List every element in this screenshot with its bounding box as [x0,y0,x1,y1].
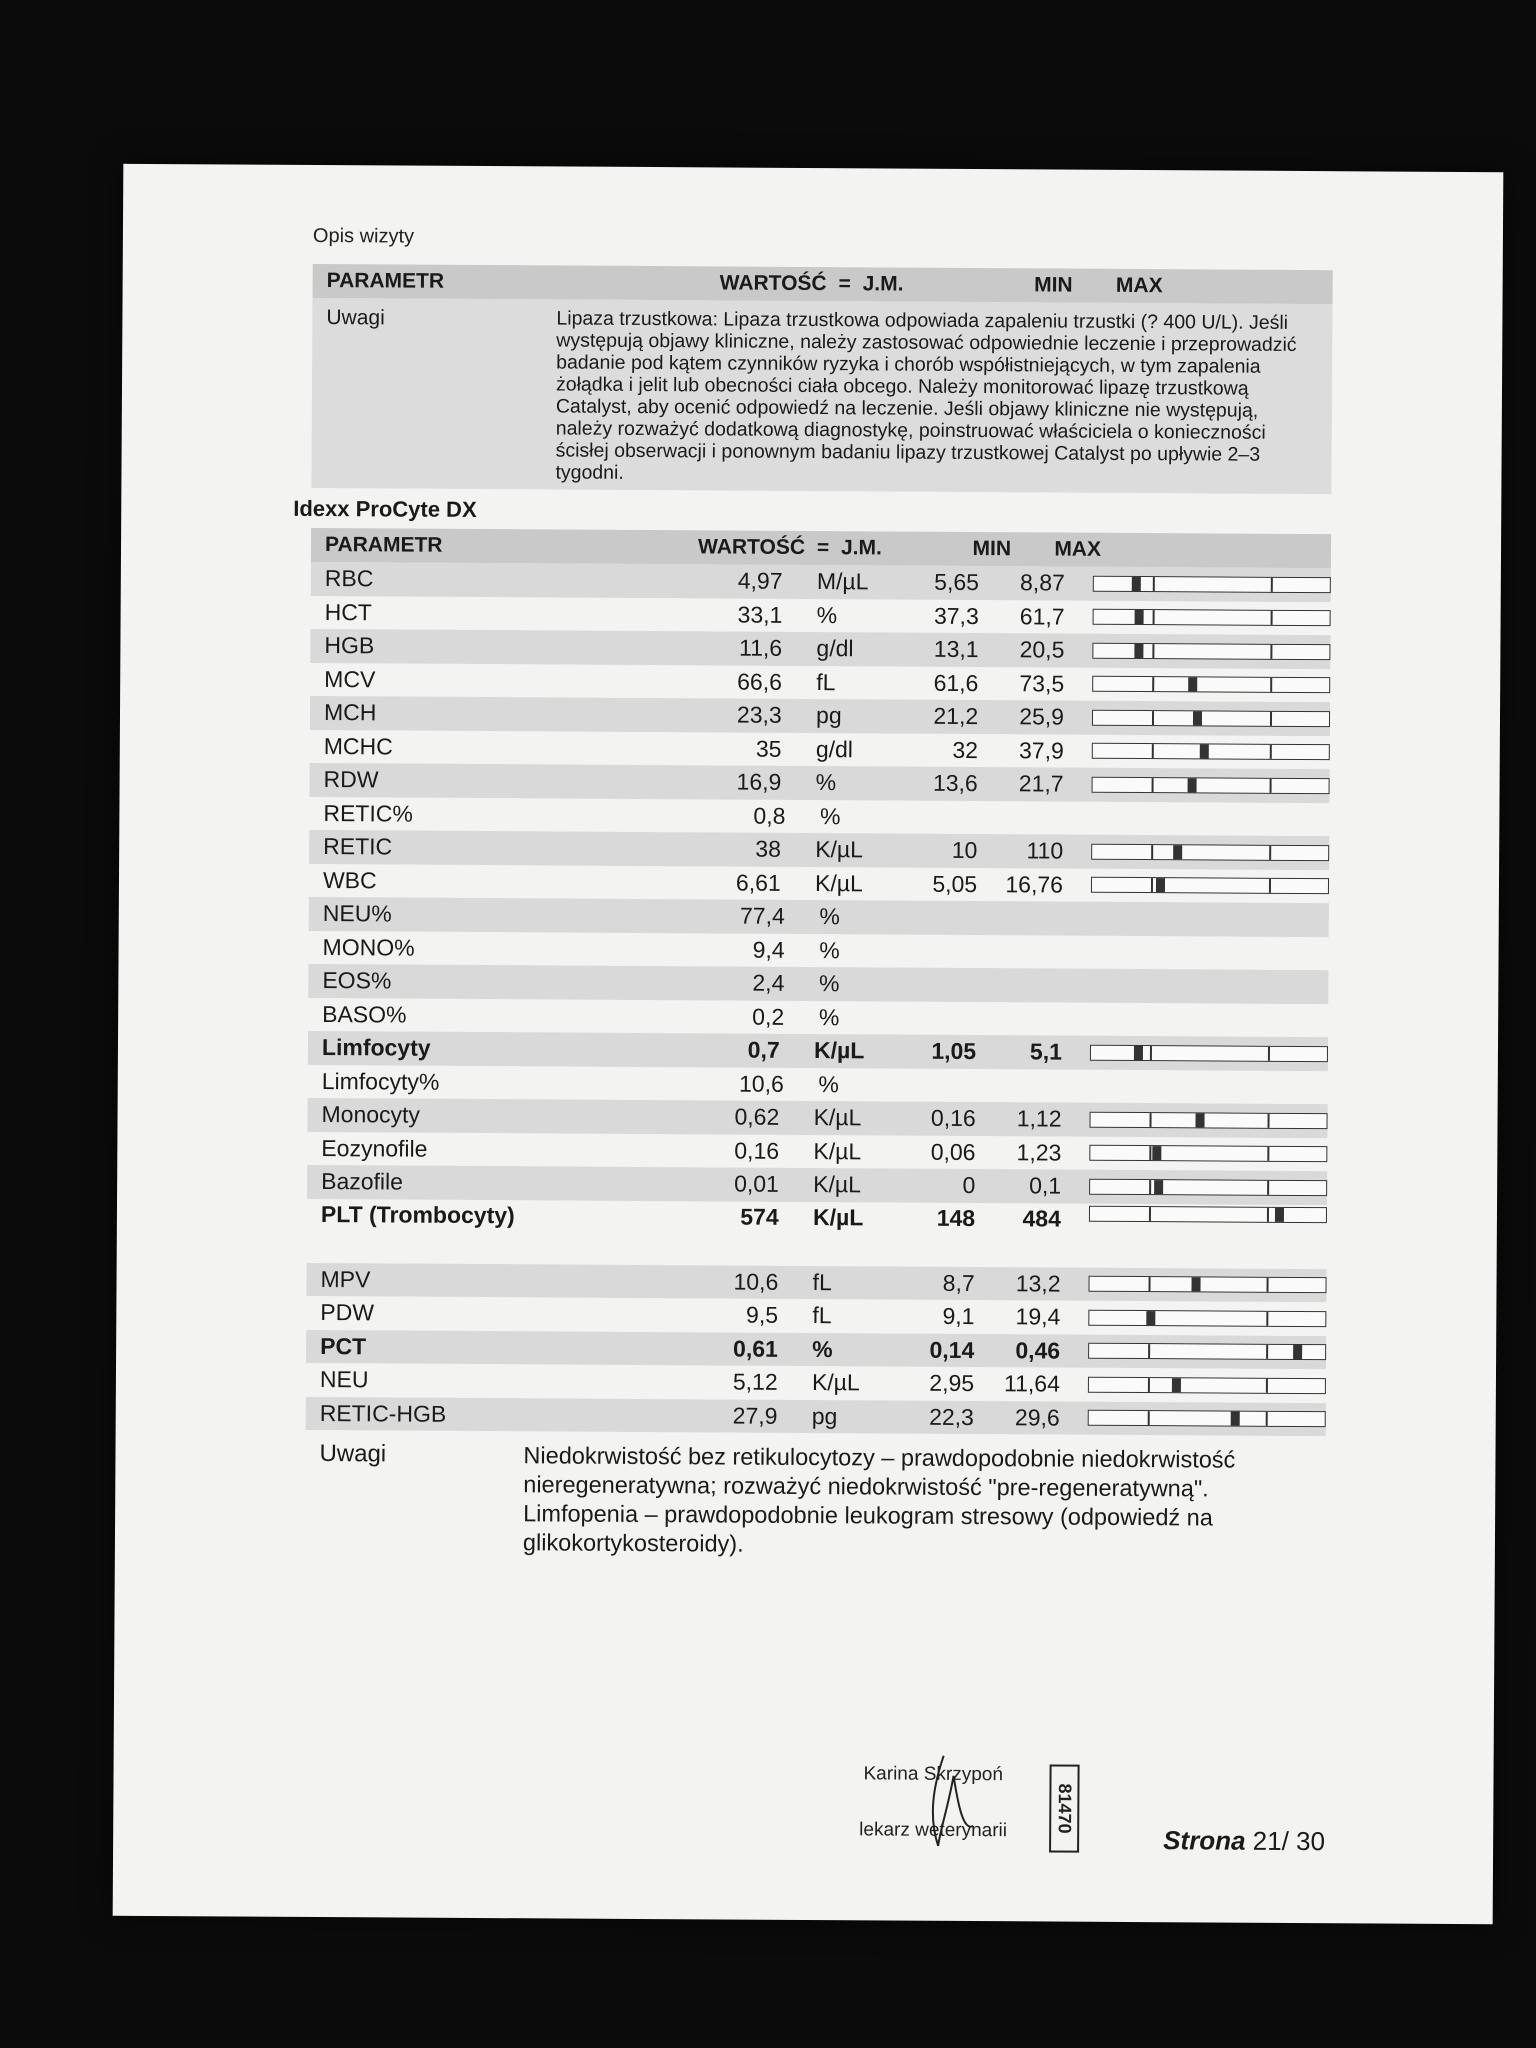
range-bar-cell [1092,709,1330,726]
range-bar-cell [1088,1343,1326,1360]
header-eq: = [838,272,851,296]
min-cell: 1,05 [931,1038,977,1065]
param-cell: HGB [324,632,375,659]
range-bar [1088,1376,1326,1393]
range-bar-tick [1151,878,1153,892]
param-cell: PLT (Trombocyty) [320,1200,515,1228]
max-cell [983,951,1070,952]
lipase-notes-row [311,298,1332,494]
value-cell: 33,1 [737,601,783,628]
max-cell: 13,2 [1015,1270,1061,1297]
range-bar-tick [1266,1278,1268,1292]
range-bar-tick [1268,1047,1270,1061]
min-cell: 5,05 [932,870,978,897]
value-cell: 574 [740,1203,779,1230]
range-bar-cell [1098,919,1329,920]
range-bar [1093,575,1331,592]
range-bar-cell [1089,1145,1327,1162]
range-bar-tick [1148,1344,1150,1358]
value-cell: 11,6 [739,634,783,662]
header-param: PARAMETR [324,533,443,557]
range-bar-cell [1097,986,1328,987]
unit-cell: % [818,970,840,997]
range-bar [1088,1343,1326,1360]
range-bar-cell [1092,776,1330,793]
param-cell: Eozynofile [321,1134,428,1162]
max-cell [984,817,1071,818]
max-cell: 0,46 [1015,1337,1061,1364]
range-bar-tick [1267,1207,1269,1221]
param-cell: NEU% [322,900,392,927]
min-cell: 61,6 [933,669,979,696]
value-cell: 6,61 [735,869,781,896]
range-bar [1092,776,1330,793]
range-bar-marker [1188,778,1197,792]
range-bar-cell [1092,743,1330,760]
range-bar [1089,1145,1327,1162]
range-bar-cell [1092,642,1330,659]
header-min: MIN [972,536,1012,561]
value-cell: 38 [755,835,782,863]
page-count: 21/ 30 [1252,1825,1326,1857]
vet-role: lekarz weterynarii [859,1819,1008,1842]
range-bar-marker [1132,577,1141,591]
range-bar-tick [1267,1147,1269,1161]
value-cell: 0,61 [733,1335,778,1362]
header-max: MAX [1054,537,1102,561]
value-cell: 0,01 [734,1170,779,1198]
range-bar-cell [1089,1178,1327,1195]
value-cell: 0,7 [747,1036,780,1064]
value-cell: 0,62 [734,1103,780,1131]
unit-cell: K/µL [813,1171,862,1198]
range-bar-tick [1153,577,1155,591]
range-bar [1088,1309,1326,1326]
range-bar-cell [1098,818,1329,819]
range-bar-tick [1149,1180,1151,1194]
max-cell: 37,9 [1018,737,1064,764]
license-stamp [1049,1764,1080,1852]
range-bar-marker [1188,678,1197,692]
range-bar-cell [1097,1019,1328,1020]
unit-cell: K/µL [813,1137,862,1165]
value-cell: 10,6 [738,1070,784,1097]
range-bar-marker [1156,878,1165,892]
unit-cell: % [820,802,841,829]
range-bar-cell [1091,877,1329,894]
range-bar-tick [1267,1181,1269,1195]
param-cell: EOS% [322,967,392,994]
range-bar-cell [1088,1410,1326,1427]
value-cell: 0,16 [734,1137,780,1164]
value-cell: 35 [755,735,782,762]
notes-label: Uwagi [319,1440,387,1468]
range-bar-marker [1195,1113,1204,1127]
notes-text: Niedokrwistość bez retikulocytozy – prawdopodobnie niedokrwistość nieregeneratywna; rozważyć niedokrwistość "pre-regeneratywną". Limfopenia – prawdopodobnie leukogram stresowy (odpowiedź na glikokortykosteroidy). [522,1442,1236,1557]
value-cell: 0,2 [752,1003,785,1030]
param-cell: PCT [320,1332,367,1360]
range-bar-tick [1153,610,1155,624]
param-cell: RETIC-HGB [319,1399,447,1427]
visit-title: Opis wizyty [312,224,415,248]
range-bar-cell [1092,676,1330,693]
range-bar-marker [1192,1278,1201,1292]
max-cell: 19,4 [1015,1303,1061,1330]
range-bar [1092,676,1330,693]
min-cell: 0 [962,1172,976,1199]
page-label: Strona [1163,1825,1246,1856]
range-bar-marker [1134,610,1143,624]
footer [303,1750,1324,1896]
header-param: PARAMETR [326,269,445,293]
max-cell [982,1085,1069,1086]
max-cell: 5,1 [1029,1038,1063,1065]
unit-cell: pg [811,1402,838,1429]
param-cell: MCHC [323,732,393,760]
range-bar-marker [1155,1180,1164,1194]
range-bar-tick [1271,578,1273,592]
min-cell: 148 [936,1204,976,1231]
range-bar-tick [1152,778,1154,792]
range-bar-marker [1200,745,1209,759]
min-cell: 0,14 [929,1336,975,1363]
range-bar-cell [1088,1309,1326,1326]
max-cell: 25,9 [1019,703,1065,730]
min-cell: 13,1 [933,636,979,663]
max-cell: 1,12 [1016,1105,1062,1132]
range-bar-tick [1270,678,1272,692]
param-cell: Bazofile [321,1168,404,1195]
range-bar [1092,642,1330,659]
unit-cell: K/µL [812,1203,864,1230]
range-bar-tick [1267,1114,1269,1128]
param-cell: MPV [320,1265,371,1293]
range-bar-marker [1293,1345,1302,1359]
range-bar-marker [1275,1207,1284,1221]
range-bar-cell [1090,1044,1328,1061]
min-cell: 37,3 [933,602,979,629]
unit-cell: % [812,1335,833,1362]
value-cell: 0,8 [753,802,786,829]
range-bar-cell [1088,1276,1326,1293]
unit-cell: fL [812,1302,832,1329]
header-unit: J.M. [862,272,904,296]
range-bar-tick [1266,1379,1268,1393]
param-cell: RBC [324,565,374,592]
range-bar-marker [1152,1146,1161,1160]
paper-sheet [113,164,1504,1924]
value-cell: 2,4 [752,969,785,997]
range-bar-tick [1149,1146,1151,1160]
notes-label: Uwagi [326,306,385,330]
range-bar [1092,709,1330,726]
max-cell: 484 [1022,1204,1062,1232]
range-bar-cell [1089,1111,1327,1128]
min-cell: 8,7 [942,1269,975,1296]
min-cell: 0,06 [930,1138,976,1165]
range-bar-tick [1148,1277,1150,1291]
range-bar-tick [1266,1345,1268,1359]
range-bar [1089,1178,1327,1195]
unit-cell: fL [816,668,836,695]
range-bar-tick [1148,1378,1150,1392]
stamp-number: 81470 [1054,1783,1075,1834]
signature-scribble-icon [913,1746,984,1856]
range-bar-marker [1193,711,1202,725]
unit-cell: K/µL [811,1369,860,1396]
range-bar-tick [1270,779,1272,793]
range-bar-tick [1266,1312,1268,1326]
value-cell: 5,12 [732,1368,778,1396]
max-cell: 29,6 [1014,1404,1060,1431]
value-cell: 77,4 [739,902,785,930]
range-bar-tick [1151,845,1153,859]
range-bar-tick [1270,645,1272,659]
header-eq: = [816,536,830,560]
param-cell: Monocyty [321,1101,421,1128]
unit-cell: % [819,936,840,963]
unit-cell: fL [812,1268,832,1295]
range-bar-tick [1148,1411,1150,1425]
value-cell: 23,3 [736,701,782,729]
unit-cell: % [818,1070,839,1097]
range-bar-tick [1150,1113,1152,1127]
value-cell: 10,6 [733,1268,779,1295]
unit-cell: M/µL [816,568,869,595]
range-bar-tick [1152,711,1154,725]
range-bar-tick [1269,879,1271,893]
range-bar [1091,877,1329,894]
range-bar-marker [1147,1311,1156,1325]
range-bar-marker [1173,845,1182,859]
unit-cell: % [816,601,838,628]
unit-cell: K/µL [814,869,863,897]
range-bar-tick [1269,846,1271,860]
range-bar [1093,609,1331,626]
range-bar-marker [1134,1046,1143,1060]
param-cell: RETIC% [323,799,413,827]
range-bar-cell [1091,843,1329,860]
unit-cell: g/dl [816,635,854,662]
range-bar-cell [1089,1205,1327,1222]
unit-cell: % [818,1003,840,1030]
param-cell: RDW [323,766,379,793]
range-bar [1092,743,1330,760]
unit-cell: K/µL [813,1037,865,1064]
range-bar-marker [1172,1378,1181,1392]
min-cell: 21,2 [933,703,979,730]
param-cell: Limfocyty [321,1034,431,1061]
range-bar [1088,1276,1326,1293]
min-cell: 32 [952,736,979,763]
min-cell: 0,16 [930,1105,976,1132]
max-cell [983,985,1070,986]
range-bar-cell [1088,1376,1326,1393]
max-cell: 21,7 [1018,770,1064,797]
header-value: WARTOŚĆ [698,535,806,559]
hematology-rows [306,562,1331,1436]
max-cell: 61,7 [1019,603,1065,630]
param-cell: MCV [324,665,376,693]
max-cell: 20,5 [1019,636,1065,663]
range-bar-tick [1270,745,1272,759]
header-min: MIN [1034,273,1073,297]
range-bar-tick [1270,712,1272,726]
section-title: Idexx ProCyte DX [293,495,477,522]
range-bar-marker [1231,1412,1240,1426]
max-cell: 11,64 [1003,1370,1061,1397]
table-row [307,1198,1327,1268]
vet-name: Karina Skrzypoń [863,1763,1004,1786]
range-bar-cell [1093,609,1331,626]
max-cell [983,918,1070,919]
lipase-table [311,264,1332,494]
value-cell: 16,9 [736,768,782,796]
header-unit: J.M. [840,536,882,560]
max-cell: 1,23 [1016,1139,1062,1166]
min-cell: 13,6 [932,770,978,797]
param-cell: PDW [320,1299,375,1326]
range-bar-tick [1152,677,1154,691]
range-bar-tick [1149,1207,1151,1221]
range-bar-tick [1152,644,1154,658]
hematology-notes [305,1440,1326,1562]
max-cell: 110 [1026,837,1064,864]
range-bar [1091,843,1329,860]
max-cell: 73,5 [1019,670,1065,697]
range-bar [1090,1044,1328,1061]
range-bar-cell [1093,575,1331,592]
range-bar-cell [1098,952,1329,953]
range-bar [1089,1205,1327,1222]
max-cell: 8,87 [1019,569,1065,596]
unit-cell: g/dl [815,735,854,763]
notes-text: Lipaza trzustkowa: Lipaza trzustkowa odpowiada zapaleniu trzustki (? 400 U/L). Jeśli występują objawy kliniczne, należy zastosować odpowiednie leczenie i przeprowadzić badanie pod kątem czynników ryzyka i chorób współistniejących, w tym zapalenia żołądka i jelit lub obecności ciała obcego. Należy monitorować lipazę trzustkową Catalyst, aby ocenić odpowiedź na leczenie. Jeśli objawy kliniczne nie występują, należy rozważyć dodatkową diagnostykę, poinstruować właściciela o konieczności ścisłej obserwacji i ponownym badaniu lipazy trzustkowej Catalyst po upływie 2–3 tygodni. [555,307,1297,484]
hematology-table [305,528,1331,1562]
range-bar-tick [1266,1412,1268,1426]
min-cell: 2,95 [929,1369,975,1397]
param-cell: BASO% [322,1000,407,1028]
param-cell: RETIC [323,833,393,860]
range-bar-cell [1097,1086,1328,1087]
table-row [306,1396,1326,1436]
max-cell [983,1018,1070,1019]
range-bar-tick [1271,611,1273,625]
page-number [1163,1825,1325,1857]
min-cell: 9,1 [942,1303,975,1330]
max-cell: 0,1 [1029,1172,1062,1199]
range-bar-marker [1134,644,1143,658]
unit-cell: K/µL [815,836,864,863]
unit-cell: K/µL [813,1104,862,1131]
document-content [293,224,1333,1857]
param-cell: MONO% [322,933,415,961]
value-cell: 27,9 [732,1402,778,1429]
unit-cell: % [819,903,841,930]
param-cell: MCH [323,699,377,726]
value-cell: 4,97 [737,567,783,595]
header-value: WARTOŚĆ [719,271,827,296]
min-cell: 22,3 [929,1403,974,1430]
header-max: MAX [1115,273,1163,298]
range-bar-tick [1150,1046,1152,1060]
param-cell: HCT [324,598,372,626]
value-cell: 9,4 [752,936,785,963]
value-cell: 66,6 [737,668,783,695]
range-bar-tick [1152,744,1154,758]
unit-cell: % [815,769,837,796]
range-bar [1088,1410,1326,1427]
unit-cell: pg [815,702,842,729]
min-cell: 5,65 [934,569,980,596]
param-cell: Limfocyty% [321,1067,440,1095]
range-bar [1089,1111,1327,1128]
param-cell: WBC [322,866,377,894]
value-cell: 9,5 [746,1301,779,1329]
min-cell: 10 [951,837,978,864]
param-cell: NEU [319,1366,369,1393]
max-cell: 16,76 [1005,870,1064,898]
